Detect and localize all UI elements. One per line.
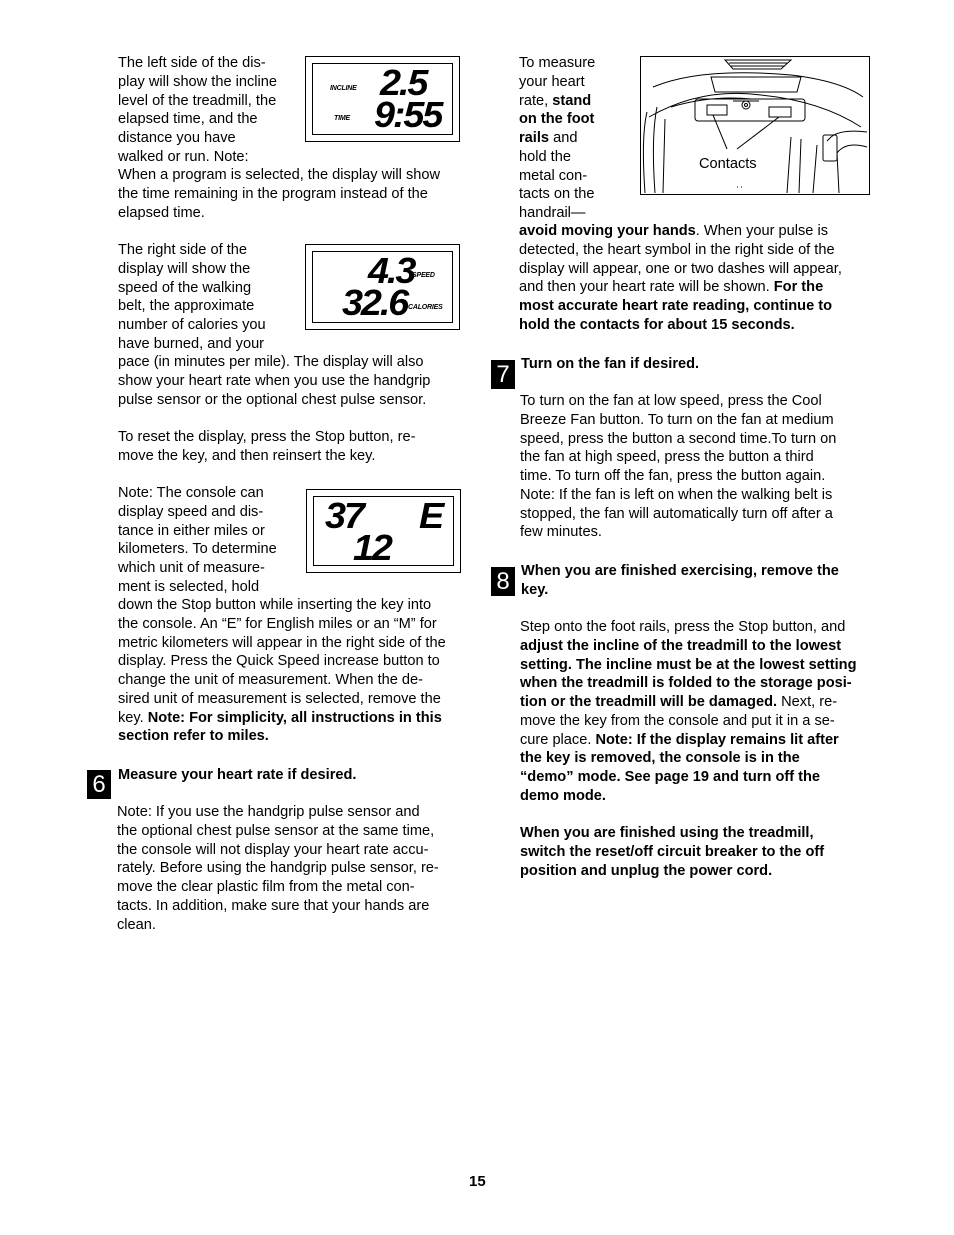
incline-time-display-illustration <box>305 56 460 142</box>
calories-label: CALORIES <box>408 304 443 311</box>
units-display-illustration <box>306 489 461 573</box>
speed-calories-display-illustration <box>305 244 460 330</box>
finish-text-1: Step onto the foot rails, press the Stop button, and <box>520 619 846 635</box>
units-bottom-value: 12 <box>353 527 391 568</box>
step-8-title: When you are finished exercising, remove the key. <box>521 563 839 598</box>
heart-rate-text-1: To measure your heart rate, <box>519 55 596 109</box>
step-7-title: Turn on the fan if desired. <box>521 356 700 372</box>
circuit-breaker-paragraph <box>520 824 880 880</box>
speed-value: 4.3 <box>368 250 415 291</box>
units-instructions-paragraph <box>118 596 468 746</box>
units-instructions-text: down the Stop button while inserting the key into the console. An “E” for English miles or an “M” for metric kilometers will appear in the right side of the display. Press the Quick Speed increase button to change the unit of measurement. When the de- sired unit of measurement is selected, remove the key. <box>118 597 446 726</box>
avoid-moving-hands: avoid moving your hands <box>519 223 696 239</box>
fan-instructions-paragraph: To turn on the fan at low speed, press the Cool Breeze Fan button. To turn on the fan at medium speed, press the button a second time.To turn on the fan at high speed, press the button a third time. To turn off the fan, press the button again. Note: If the fan is left on when the walking belt is stopped, the fan will automatically turn off after a few minutes. <box>520 393 837 541</box>
heart-rate-full-paragraph <box>519 222 879 335</box>
speed-calories-paragraph: The right side of the display will show the speed of the walking belt, the approximate number of calories you have burned, and your <box>118 242 266 352</box>
step-6-number: 6 <box>87 770 111 799</box>
handrail-contacts-illustration <box>640 56 870 195</box>
step-8-number: 8 <box>491 567 515 596</box>
incline-label: INCLINE <box>330 85 357 92</box>
stand-on-foot-rails: stand on the foot rails <box>519 92 595 146</box>
incline-value: 2.5 <box>380 62 427 103</box>
treadmill-console-drawing <box>641 57 868 193</box>
units-top-value: 37 <box>325 495 363 536</box>
reset-display-paragraph: To reset the display, press the Stop button, re- move the key, and then reinsert the key. <box>118 429 416 464</box>
demo-mode-note: Note: If the display remains lit after the key is removed, the console is in the “demo” mode. See page 19 and turn off the demo mode. <box>520 731 839 804</box>
time-label: TIME <box>334 115 350 122</box>
heart-rate-wrap-paragraph <box>519 54 634 223</box>
program-note-paragraph: When a program is selected, the display will show the time remaining in the program instead of the elapsed time. <box>118 167 441 221</box>
heart-rate-text-2: and hold the metal con- tacts on the handrail— <box>519 130 595 221</box>
units-indicator: E <box>419 495 443 536</box>
step-7-number: 7 <box>491 360 515 389</box>
finish-text-2: Next, re- move the key from the console and put it in a se- cure place. <box>520 694 838 748</box>
step-6-title: Measure your heart rate if desired. <box>118 767 357 783</box>
incline-warning: adjust the incline of the treadmill to the lowest setting. The incline must be at the lowest setting when the treadmill is folded to the storage posi- tion or the treadmill will be damaged. <box>520 637 857 710</box>
page-number: 15 <box>469 1173 486 1190</box>
pace-heart-rate-paragraph: pace (in minutes per mile). The display will also show your heart rate when you use the handgrip pulse sensor or the optional chest pulse sensor. <box>118 354 431 408</box>
finish-exercising-paragraph <box>520 618 880 806</box>
contacts-label: Contacts <box>699 156 757 172</box>
time-value: 9:55 <box>374 94 442 135</box>
heart-rate-detail-text: . When your pulse is detected, the heart symbol in the right side of the display will appear, one or two dashes will appear, and then your heart rate will be shown. <box>519 223 842 296</box>
circuit-breaker-note: When you are finished using the treadmill, switch the reset/off circuit breaker to the off position and unplug the power cord. <box>520 825 825 879</box>
pulse-sensor-note-paragraph: Note: If you use the handgrip pulse sensor and the optional chest pulse sensor at the same time, the console will not display your heart rate accu- rately. Before using the handgrip pulse sensor, re- move the clear plastic film from the metal con- tacts. In addition, make sure that your hands are clean. <box>117 804 439 933</box>
simplicity-note: Note: For simplicity, all instructions in this section refer to miles. <box>118 709 442 745</box>
units-note-paragraph: Note: The console can display speed and dis- tance in either miles or kilometers. To determine which unit of measure- ment is selected, hold <box>118 485 277 595</box>
accurate-reading-note: For the most accurate heart rate reading, continue to hold the contacts for about 15 seconds. <box>519 279 833 333</box>
calories-value: 32.6 <box>342 282 408 323</box>
incline-time-paragraph: The left side of the dis- play will show the incline level of the treadmill, the elapsed time, and the distance you have walked or run. Note: <box>118 55 277 165</box>
speed-label: SPEED <box>412 272 435 279</box>
